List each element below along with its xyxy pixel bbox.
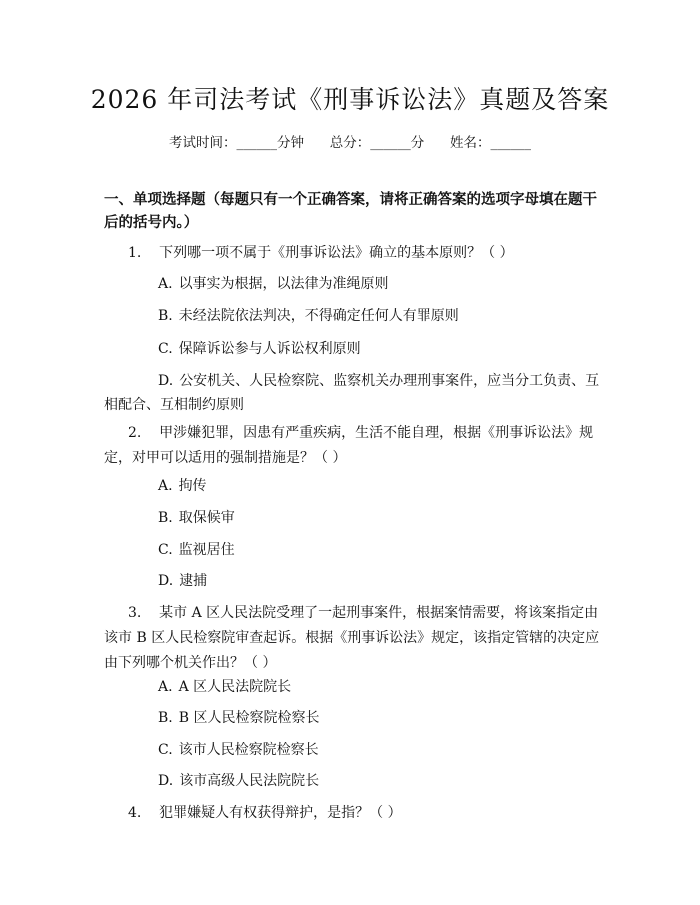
question-number: 3. [128,605,142,621]
option-d [104,369,600,417]
option-letter: B. [158,510,173,526]
option-text: 该市人民检察院检察长 [178,742,319,758]
option-letter: C. [158,542,173,558]
exam-time-field: 考试时间：______分钟 [169,135,304,151]
question-stem: 甲涉嫌犯罪，因患有严重疾病，生活不能自理，根据《刑事诉讼法》规定，对甲可以适用的强制措施是？（ ） [104,425,594,466]
question-3 [104,601,600,676]
total-score-field: 总分：______分 [329,135,425,151]
option-text: 取保候审 [178,510,235,526]
option-text: 未经法院依法判决，不得确定任何人有罪原则 [178,308,459,324]
option-a [158,474,598,498]
option-text: 公安机关、人民检察院、监察机关办理刑事案件，应当分工负责、互相配合、互相制约原则 [104,373,600,413]
option-letter: D. [158,373,174,389]
question-4 [104,801,600,826]
option-letter: C. [158,341,173,357]
option-text: 该市高级人民法院院长 [179,773,320,789]
option-letter: B. [158,308,173,324]
option-b [158,304,598,328]
option-b [158,706,598,730]
option-c [158,738,598,762]
option-text: 以事实为根据，以法律为准绳原则 [178,276,389,292]
question-number: 2. [128,425,142,441]
question-stem: 某市 A 区人民法院受理了一起刑事案件，根据案情需要，将该案指定由该市 B 区人民检察院审查起诉。根据《刑事诉讼法》规定，该指定管辖的决定应由下列哪个机关作出？（ ） [104,605,600,671]
option-letter: A. [158,276,173,292]
option-letter: D. [158,573,174,589]
option-letter: A. [158,478,173,494]
option-b [158,506,598,530]
option-c [158,337,598,361]
option-d [158,769,598,793]
option-d [158,569,598,593]
option-text: 监视居住 [178,542,235,558]
question-number: 1. [128,245,142,261]
question-stem: 下列哪一项不属于《刑事诉讼法》确立的基本原则？（ ） [159,245,514,261]
option-letter: B. [158,710,173,726]
question-number: 4. [128,805,142,821]
option-text: 逮捕 [179,573,208,589]
option-text: B 区人民检察院检察长 [178,710,320,726]
option-letter: C. [158,742,173,758]
section-heading: 一、单项选择题（每题只有一个正确答案，请将正确答案的选项字母填在题干后的括号内。） [104,191,597,231]
question-1 [104,241,600,266]
option-c [158,538,598,562]
name-field: 姓名：______ [450,135,531,151]
option-text: 拘传 [178,478,207,494]
option-a [158,272,598,296]
option-a [158,675,598,699]
question-2 [104,421,600,471]
option-letter: D. [158,773,174,789]
question-stem: 犯罪嫌疑人有权获得辩护，是指？（ ） [159,805,402,821]
document-title: 2026 年司法考试《刑事诉讼法》真题及答案 [90,85,610,114]
exam-meta [0,131,700,151]
option-letter: A. [158,679,173,695]
option-text: 保障诉讼参与人诉讼权利原则 [178,341,361,357]
option-text: A 区人民法院院长 [178,679,292,695]
